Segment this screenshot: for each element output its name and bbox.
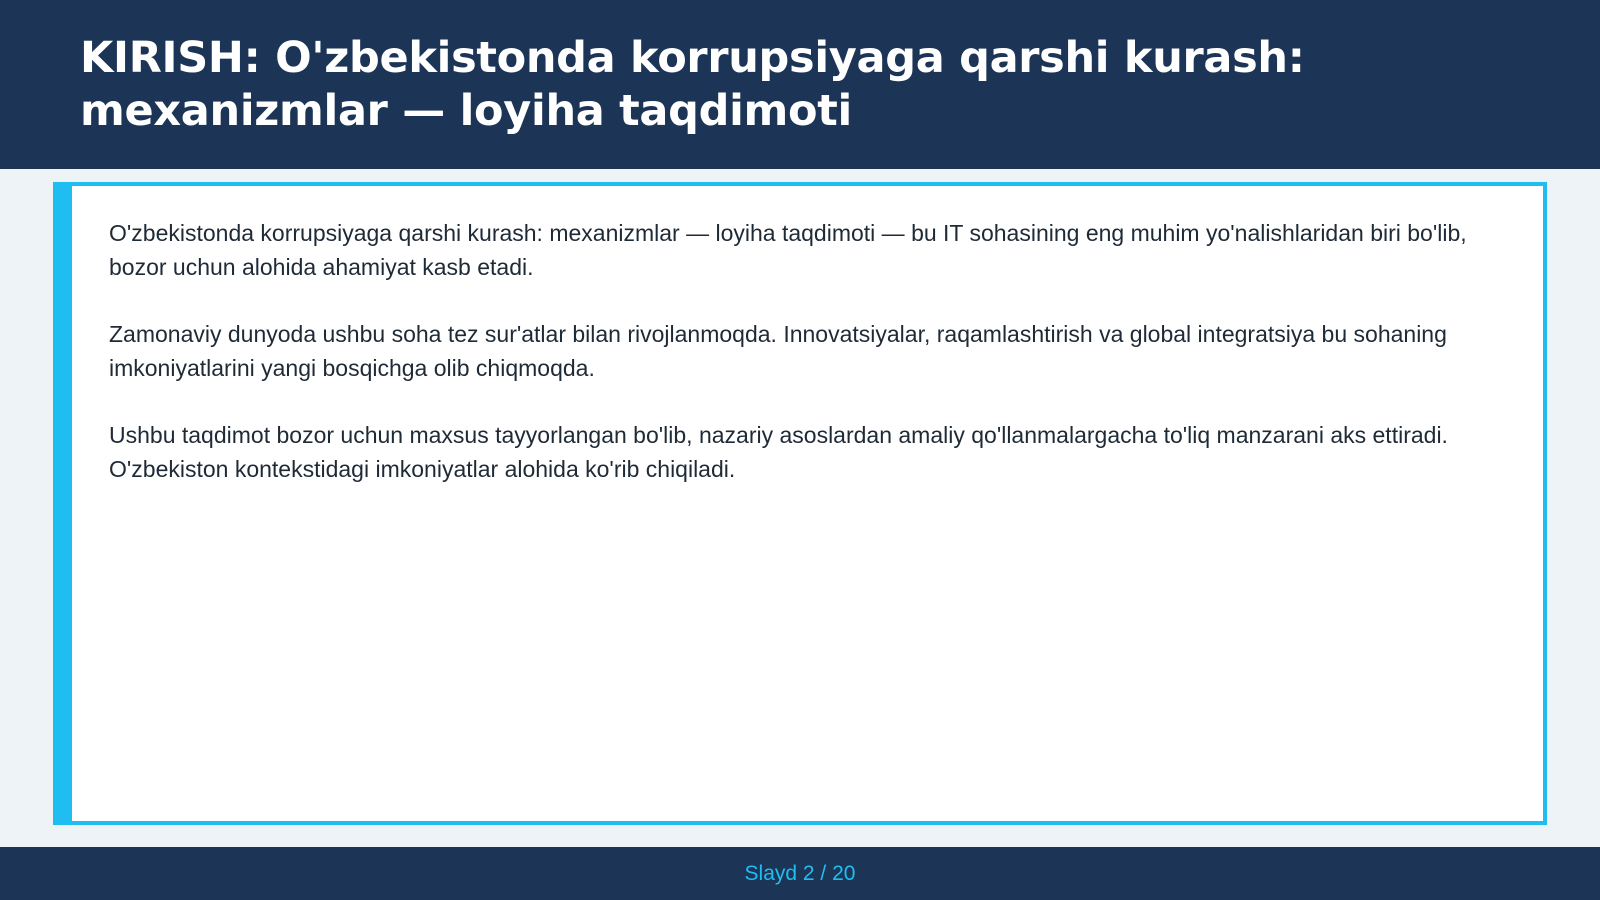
slide-title: KIRISH: O'zbekistonda korrupsiyaga qarshi kurash: mexanizmlar — loyiha taqdimoti [80,33,1305,136]
slide-header [0,0,1600,169]
slide-counter: Slayd 2 / 20 [744,861,856,885]
content-card [53,182,1547,825]
paragraph-intro: O'zbekistonda korrupsiyaga qarshi kurash: mexanizmlar — loyiha taqdimoti — bu IT sohasining eng muhim yo'nalishlaridan biri bo'lib, bozor uchun alohida ahamiyat kasb etadi. [109,220,1467,280]
slide-footer [0,847,1600,900]
paragraph-modern-world: Zamonaviy dunyoda ushbu soha tez sur'atlar bilan rivojlanmoqda. Innovatsiyalar, raqamlashtirish va global integratsiya bu sohaning imkoniyatlarini yangi bosqichga olib chiqmoqda. [109,321,1447,381]
paragraph-presentation-scope: Ushbu taqdimot bozor uchun maxsus tayyorlangan bo'lib, nazariy asoslardan amaliy qo'llanmalargacha to'liq manzarani aks ettiradi. O'zbekiston kontekstidagi imkoniyatlar alohida ko'rib chiqiladi. [109,422,1448,482]
